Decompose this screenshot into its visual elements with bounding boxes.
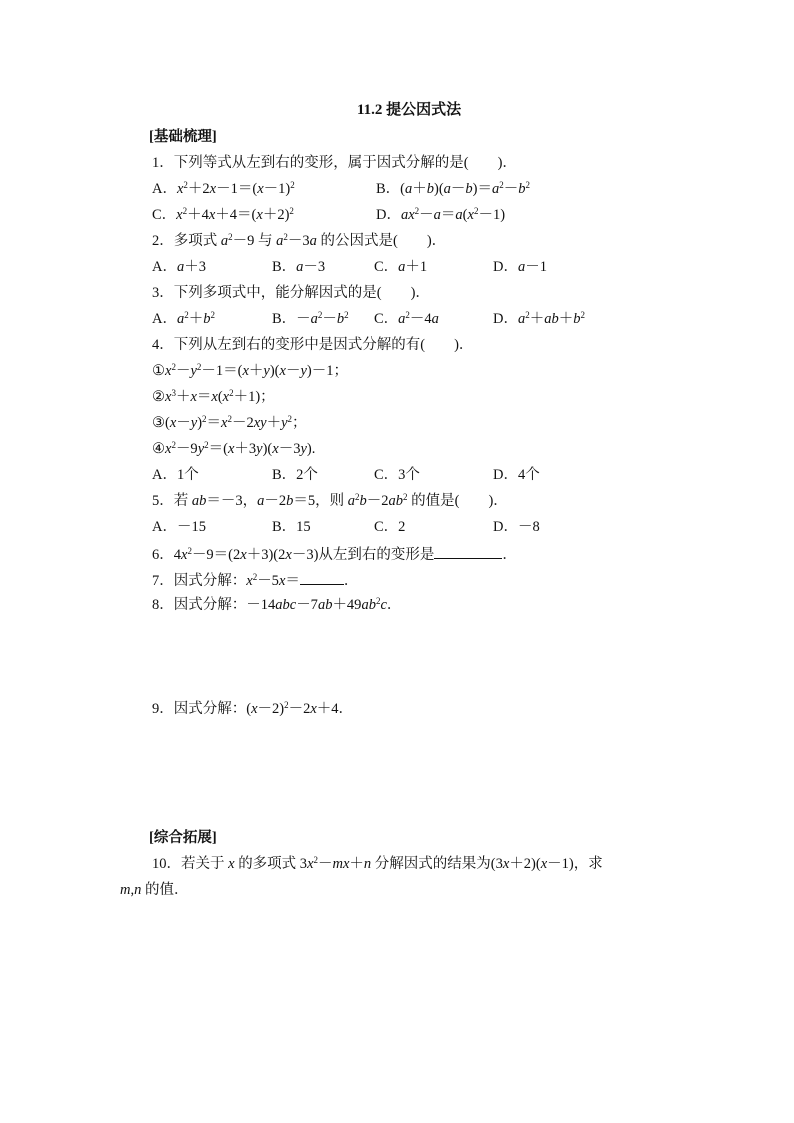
question-6: 6．$4x^2-9=(2x+3)(2x-3)$从左到右的变形是 ． — [152, 544, 517, 564]
question-2-option-b: B．a－3 — [272, 259, 326, 275]
question-2-option-d: D．a－1 — [493, 259, 547, 275]
question-2-option-c: C．a＋1 — [374, 259, 428, 275]
question-3-option-a: A．$a^2+b^2$ — [152, 310, 215, 327]
section-heading-extension: [综合拓展] — [149, 830, 217, 846]
answer-blank[interactable] — [434, 544, 502, 559]
question-10-line-2: m,n 的值． — [120, 882, 189, 898]
question-1-option-c: C．$x^2+4x+4=(x+2)^2$ — [152, 206, 294, 223]
question-3-option-b: B．$-a^2-b^2$ — [272, 310, 349, 327]
question-4-option-c: C．3个 — [374, 467, 420, 483]
question-5-option-a: A．－15 — [152, 519, 206, 535]
question-4-option-b: B．2个 — [272, 467, 318, 483]
question-5-option-d: D．－8 — [493, 519, 540, 535]
question-2-stem: 2．多项式 $a^2-9$ 与 $a^2-3a$ 的公因式是( )． — [152, 232, 447, 249]
question-5-stem: 5．若 ab＝－3，a－2b＝5，则 $a^2b-2ab^2$ 的值是( )． — [152, 492, 508, 509]
question-4-item-1: $①x^2-y^2-1=(x+y)(x-y)-1$； — [152, 362, 348, 379]
question-4-option-a: A．1个 — [152, 467, 199, 483]
question-4-item-2: $②x^3+x=x(x^2+1)$； — [152, 388, 275, 405]
question-10-line-1: 10．若关于 x 的多项式 $3x^2-mx+n$ 分解因式的结果为(3x＋2)(x－1)，求 — [152, 855, 603, 872]
question-8: 8．因式分解：$-14abc-7ab+49ab^2c$． — [152, 596, 402, 613]
question-5-option-c: C．2 — [374, 519, 406, 535]
question-4-item-3: $③(x-y)^2=x^2-2xy+y^2$； — [152, 414, 307, 431]
question-7: 7．因式分解：$x^2-5x=$ ． — [152, 570, 358, 590]
question-2-option-a: A．a＋3 — [152, 259, 206, 275]
question-3-option-d: D．$a^2+ab+b^2$ — [493, 310, 585, 327]
question-9: 9．因式分解：$(x-2)^2-2x+4$． — [152, 700, 354, 717]
question-3-stem: 3．下列多项式中，能分解因式的是( )． — [152, 285, 430, 301]
question-3-option-c: C．$a^2-4a$ — [374, 310, 439, 327]
question-4-item-4: $④x^2-9y^2=(x+3y)(x-3y)$. — [152, 440, 316, 457]
page-title: 11.2 提公因式法 — [357, 102, 462, 118]
question-1-stem: 1．下列等式从左到右的变形，属于因式分解的是( )． — [152, 155, 517, 171]
question-1-option-a: A．$x^2+2x-1=(x-1)^2$ — [152, 180, 295, 197]
question-5-option-b: B．15 — [272, 519, 311, 535]
question-1-option-b: B．$(a+b)(a-b)=a^2-b^2$ — [376, 180, 531, 197]
question-4-stem: 4．下列从左到右的变形中是因式分解的有( )． — [152, 337, 474, 353]
section-heading-basic: [基础梳理] — [149, 129, 217, 145]
question-4-option-d: D．4个 — [493, 467, 540, 483]
question-1-option-d: D．$ax^2-a=a(x^2-1)$ — [376, 206, 506, 223]
answer-blank[interactable] — [300, 570, 344, 585]
